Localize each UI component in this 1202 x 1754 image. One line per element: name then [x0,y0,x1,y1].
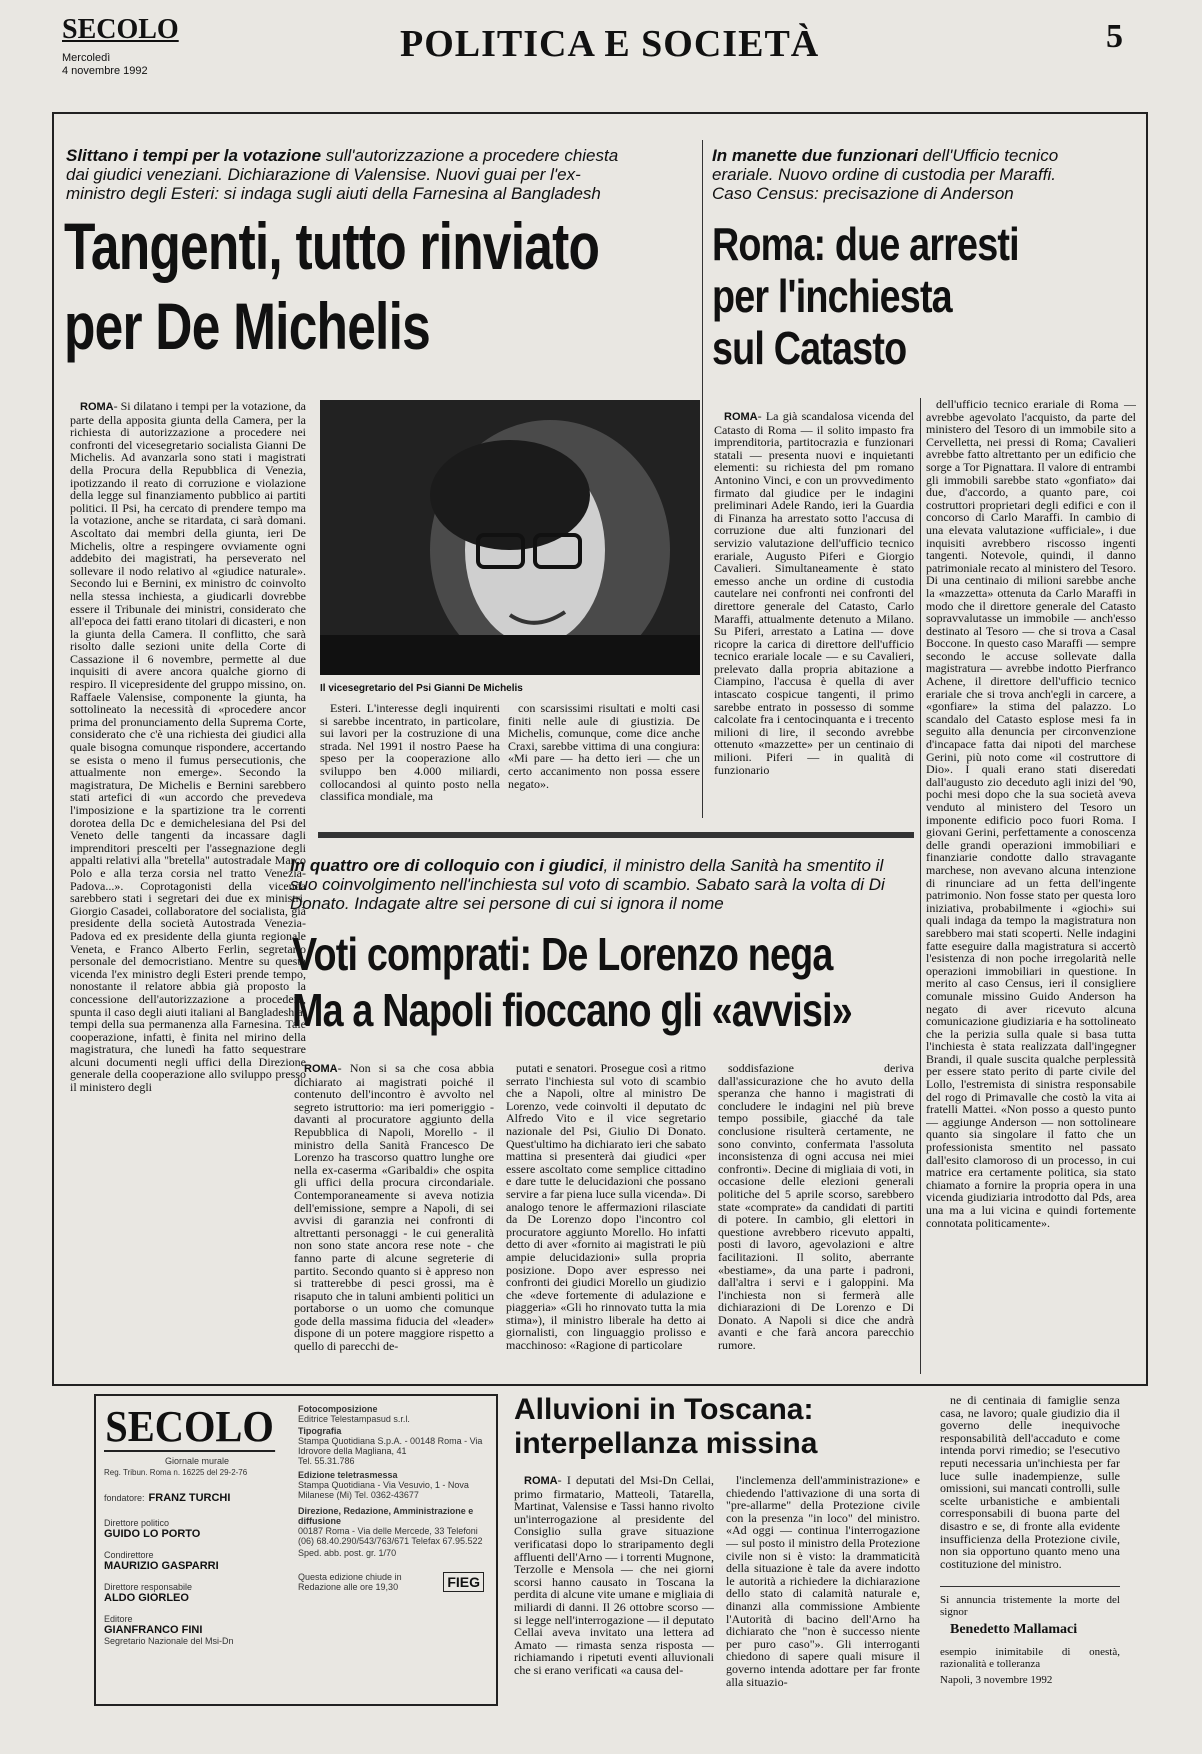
demichelis-headline-1: Tangenti, tutto rinviato [64,209,600,283]
toscana-column-1: ROMA- I deputati del Msi-Dn Cellai, primo firmatario, Matteoli, Tatarella, Martinat, Valensise e Tassi hanno rivolto un'interrogazione al presidente del Consiglio sulla grave situazione verificatasi dopo lo straripamento degli affluenti dell'Arno — i torrenti Mugnone, Terzolle e Mensola — che nei giorni scorsi hanno causato in Toscana la perdita di alcune vite umane e migliaia di miliardi di danni. Il 26 ottobre scorso — si legge nell'interrogazione — il deputato Cellai aveva invitato una lettera ad Amato — rimasta senza risposta — richiamando i ripetuti eventi alluvionali che si erano verificati «a causa del- [514,1474,714,1677]
demichelis-column-1: ROMA- Si dilatano i tempi per la votazione, da parte della apposita giunta della Camera, per la richiesta di autorizzazione a procedere nei confronti del vicesegretario socialista Gianni De Michelis. Ad avanzarla sono stati i magistrati della Procura della Repubblica di Venezia, ipotizzando il reato di corruzione e violazione della legge sul finanziamento pubblico ai partiti politici. Il Psi, ha cercato di prendere tempo ma la votazione, anche se ritardata, ci sarà domani. Ascoltato dai membri della giunta, ieri De Michelis, oltre a respingere ovviamente ogni addebito dei magistrati, ha perseverato nel sollevare il nodo relativo al «giudice naturale». Secondo lui e Bernini, ex ministro dc coinvolto nella stessa inchiesta, a giudicarli dovrebbe essere il Tribunale dei ministri, considerato che all'epoca dei fatti erano titolari di dicasteri, e non la giunta della Camera. Il conflitto, che sarà risolto dalle sezioni unite della Corte di Cassazione il 6 novembre, permette al due inquisiti di avere ancora qualche giorno di respiro. Il vicepresidente del gruppo missino, on. Raffaele Valensise, componente la giunta, ha sottolineato la necessità di «procedere ancor prima del pronunciamento della Suprema Corte, considerato che c'è una richiesta dei giudici alla quale bisogna comunque rispondere, accertando se esista o meno il fumus persecutionis, che attualmente non emerge». Secondo la magistratura, De Michelis e Bernini sarebbero stati artefici di «un accordo che prevedeva l'imposizione e la spartizione tra le correnti dorotea della Dc e demichelesiana del Psi del Veneto delle tangenti da incassare dagli imprenditori prescelti per l'assegnazione degli appalti relativi alla "bretella" autostradale Marco Polo e alla terza corsia nel tratto Venezia-Padova...». Coprotagonisti della vicenda sarebbero stati i segretari dei due ex ministri, Giorgio Casadei, collaboratore del socialista, già presidente della società Autostrada Venezia-Padova ed ex presidente della giunta regionale Veneta, e Franco Alberto Ferlin, segretario personale del democristiano. Mentre su questa vicenda l'ex ministro degli Esteri prende tempo, nonostante il relatore abbia già proposto la concessione dell'autorizzazione a procedere, spunta il caso degli aiuti italiani al Bangladesh ai tempi della sua permanenza alla Farnesina. Tale cooperazione, infatti, è finita nel mirino della magistratura, che lunedì ha fatto sequestrare alcuni documenti negli uffici della Direzione generale della cooperazione allo sviluppo presso il ministero degli [70,400,306,1095]
masthead-date-text: 4 novembre 1992 [62,65,148,77]
toscana-column-3: ne di centinaia di famiglie senza casa, ne lavoro; quale giudizio dia il governo delle inequivoche responsabilità dell'accaduto e come intenda porvi rimedio; se l'esecutivo reputi necessaria un'inchiesta per far luce sulle inadempienze, sulle omissioni, sui mancati controlli, sulle scelte urbanistiche e ambientali corresponsabili di buona parte del disastro e se, di fronte alla evidente insufficienza della Protezione civile, non sia opportuno quanto meno una costituzione del ministro. [940,1394,1120,1571]
obituary-place-date: Napoli, 3 novembre 1992 [940,1674,1053,1686]
printing-text: Stampa Quotidiana S.p.A. - 00148 Roma - Via Idrovore della Magliana, 41 [298,1436,483,1456]
founder-label: fondatore: [104,1493,145,1503]
column-rule [920,398,921,1374]
demichelis-kicker: Slittano i tempi per la votazione sull'autorizzazione a procedere chiesta dai giudici veneziani. Dichiarazione di Valensise. Nuovi guai per l'ex-ministro degli Esteri: si indaga sugli aiuti della Farnesina al Bangladesh [66,146,619,203]
catasto-headline-3: sul Catasto [712,322,907,374]
typesetting-text: Editrice Telestampasud s.r.l. [298,1414,410,1424]
section-title: POLITICA E SOCIETÀ [400,23,820,65]
delorenzo-column-2: putati e senatori. Prosegue così a ritmo serrato l'inchiesta sul voto di scambio che a Napoli, oltre al ministro De Lorenzo, vede coinvolti il deputato dc Alfredo Vito e il vice segretario nazionale del Psi, Giulio Di Donato. Quest'ultimo ha dichiarato ieri che sabato mattina si presenterà dai giudici «per essere ascoltato come semplice cittadino e dare tutte le delucidazioni che possano servire a far piena luce sulla vicenda». Di analogo tenore le affermazioni rilasciate da De Lorenzo dopo l'incontro col procuratore aggiunto Morello. Ho infatti detto di aver «fornito ai magistrati le più ampie delucidazioni» sulla propria posizione. Dopo aver espresso nei confronti dei giudici Morello un giudizio che «deve fortemente di adulazione e piaggeria» «Gli ho rinnovato tutta la mia stima»), il ministro liberale ha detto ai giornalisti, con linguaggio prolisso e macchinoso: «Ragione di particolare [506,1062,706,1353]
publisher-label: Editore [104,1614,133,1624]
publisher-name: GIANFRANCO FINI [104,1624,203,1636]
co-director-name: MAURIZIO GASPARRI [104,1560,219,1572]
obituary [940,1594,1120,1686]
managing-director-label: Direttore responsabile [104,1582,193,1592]
teletransmission-label: Edizione teletrasmessa [298,1470,398,1480]
delorenzo-headline-2: Ma a Napoli fioccano gli «avvisi» [292,984,852,1036]
portrait-image [320,400,700,675]
masthead-date [62,52,148,78]
masthead-weekday: Mercoledì [62,52,111,64]
catasto-headline-1: Roma: due arresti [712,218,1019,270]
closing-note: Questa edizione chiude in Redazione alle ore 19,30 [298,1572,402,1592]
political-director-name: GUIDO LO PORTO [104,1528,201,1540]
delorenzo-column-1: ROMA- Non si sa che cosa abbia dichiarato ai magistrati poiché il contenuto dell'incontro è avvolto nel segreto istruttorio: ma ieri pomeriggio - davanti al procuratore aggiunto della Repubblica di Napoli, Morello - il ministro della Sanità Francesco De Lorenzo ha trascorso quattro lunghe ore nella ex-caserma «Garibaldi» che ospita gli uffici della procura circondariale. Contemporaneamente si aveva notizia dell'emissione, sempre a Napoli, di sei avvisi di garanzia nei confronti di altrettanti personaggi - le cui generalità non sono state ancora rese note - che fanno parte di alcune segreterie di partito. Secondo quanto si è appreso non si tratterebbe di pesci grossi, ma è risaputo che in taluni ambienti politici un portaborse o un uomo che comunque gode della massima fiducia del «leader» dispone di un potere maggiore rispetto a quello di parecchi de- [294,1062,494,1354]
obituary-intro: Si annuncia tristemente la morte del signor [940,1594,1120,1618]
colophon-subtitle: Giornale murale [164,1456,230,1466]
printing-phone: Tel. 55.31.786 [298,1456,355,1466]
column-rule [702,140,703,818]
offices-text: 00187 Roma - Via delle Mercede, 33 Telefoni (06) 68.40.290/543/763/671 Telefax 67.95.522 [298,1526,483,1546]
demichelis-column-2: Esteri. L'interesse degli inquirenti si sarebbe incentrato, in particolare, sui lavori per la costruzione di una strada. Nel 1991 il nostro Paese ha speso per la cooperazione allo sviluppo ben 4.000 miliardi, collocandosi al quinto posto nella classifica mondiale, ma [320,702,500,804]
subscription-text: Sped. abb. post. gr. 1/70 [298,1548,397,1558]
teletransmission-text: Stampa Quotidiana - Via Vesuvio, 1 - Nova Milanese (Mi) Tel. 0362-43677 [298,1480,469,1500]
toscana-column-2: l'inclemenza dell'amministrazione» e chiedendo l'attivazione di una sorta di "pre-allarme" della Protezione civile con la presenza "in loco" del ministro. «Ad oggi — continua l'interrogazione — sul posto il ministro della Protezione civile non si è visto: la drammaticità della situazione è tale da avere indotto le autorità a richiedere la dichiarazione dello stato di calamità naturale e, dinanzi alla commissione Ambiente l'Autorità di bacino dell'Arno ha dichiarato che "non è successo niente per puro caso"». Gli interroganti chiedono di sapere quali misure il governo intenda adottare per far fronte alla situazio- [726,1474,920,1689]
demichelis-column-3: con scarsissimi risultati e molti casi finiti nelle aule di giustizia. De Michelis, comunque, come dice anche Craxi, sarebbe vittima di una congiura: «Mi pare — ha detto ieri — che un certo accanimento non possa essere negato». [508,702,700,791]
fieg-badge: FIEG [443,1572,484,1592]
printing-label: Tipografia [298,1426,342,1436]
obituary-rule [940,1586,1120,1587]
co-director-label: Condirettore [104,1550,154,1560]
delorenzo-column-3: soddisfazione deriva dall'assicurazione che ho avuto della speranza che hanno i magistrati di concludere le indagini nel più breve tempo possibile, giacché da tale conclusione risulterà certamente, ne sono convinto, confermata l'assoluta inconsistenza di ogni accusa nei miei confronti». Decine di migliaia di voti, in occasione delle elezioni generali politiche del 5 aprile scorso, sarebbero state «comprate» da candidati di partiti di potere. In cambio, gli elettori in questione avrebbero ricevuto appalti, posti di lavoro, agevolazioni e altre facilitazioni. Il solito, aberrante «bestiame», da una parte i padroni, dall'altra i servi e i galoppini. Ma l'inchiesta non si fermerà alle dichiarazioni di De Lorenzo e Di Donato. A Napoli si dice che andrà avanti e che farà ancora parecchio rumore. [718,1062,914,1353]
toscana-headline-2: interpellanza missina [514,1427,818,1460]
page-number: 5 [1106,18,1123,55]
publisher-title: Segretario Nazionale del Msi-Dn [104,1636,234,1646]
catasto-column-1: ROMA- La già scandalosa vicenda del Catasto di Roma — il solito impasto fra imprenditoria, partitocrazia e funzionari statali — presenta nuovi e inquietanti elementi: su richiesta del pm romano Antonino Vinci, e con un provvedimento firmato dal giudice per le indagini preliminari Adele Rando, ieri la Guardia di Finanza ha arrestato sotto l'accusa di corruzione due alti funzionari del servizio valutazione dell'ufficio tecnico erariale, Augusto Piferi e Giorgio Cavalieri. Simultaneamente è stato emesso anche un ordine di custodia cautelare nei confronti nei confronti del direttore generale del Catasto, Carlo Maraffi, attualmente detenuto a Milano. Su Piferi, arrestato a Latina — dove ricopre la carica di direttore dell'ufficio tecnico erariale locale — e su Cavalieri, prelevato dalla propria abitazione a Ciampino, l'accusa è quella di aver intascato cospicue tangenti, il primo sarebbe entrato in possesso di somme calcolate fra i centocinquanta e i trecento milioni di lire, il secondo avrebbe ottenuto «mazzette» per un centinaio di milioni. Piferi — in qualità di funzionario [714,410,914,777]
political-director-label: Direttore politico [104,1518,170,1528]
delorenzo-headline-1: Voti comprati: De Lorenzo nega [292,928,833,980]
obituary-text: esempio inimitabile di onestà, razionalità e tolleranza [940,1646,1120,1670]
section-divider [318,832,914,838]
masthead-logo: SECOLO [62,14,179,45]
catasto-kicker: In manette due funzionari dell'Ufficio tecnico erariale. Nuovo ordine di custodia per Maraffi. Caso Census: precisazione di Anderson [712,146,1059,203]
demichelis-photo [320,400,700,675]
founder-name: FRANZ TURCHI [148,1492,231,1504]
delorenzo-kicker: In quattro ore di colloquio con i giudici, il ministro della Sanità ha smentito il suo coinvolgimento nell'inchiesta sul voto di scambio. Sabato sarà la volta di Di Donato. Indagate altre sei persone di cui si ignora il nome [290,856,885,913]
obituary-name: Benedetto Mallamaci [950,1622,1078,1637]
photo-caption: Il vicesegretario del Psi Gianni De Michelis [320,683,523,694]
colophon-logo: SECOLO [105,1402,274,1451]
managing-director-name: ALDO GIORLEO [104,1592,189,1604]
colophon-registration: Reg. Tribun. Roma n. 16225 del 29-2-76 [104,1468,248,1477]
catasto-column-2: dell'ufficio tecnico erariale di Roma — avrebbe agevolato l'acquisto, da parte del ministero del Tesoro di un immobile sito a Cervelletta, nei pressi di Roma; Cavalieri avrebbe fatto altrettanto per un edificio che sorge a Tor Pignattara. Il valore di entrambi gli immobili sarebbe stato «gonfiato» dai due, d'accordo, a quanto pare, coi costruttori proprietari degli edifici e con il concorso di Carlo Maraffi. In cambio di una elevata valutazione «ufficiale», i due inquisiti avrebbero riscosso ingenti tangenti. Notevole, quindi, il danno patrimoniale recato al ministero del Tesoro. Di una centinaio di milioni sarebbe anche la «mazzetta» ottenuta da Carlo Maraffi in modo che il direttore generale del Catasto sopravvalutasse un immobile — anch'esso destinato al Tesoro — che si trova a Casal Boccone. In questo caso Maraffi — sempre secondo le accuse sollevate dalla magistratura — avrebbe indotto Pierfranco Achene, il direttore dell'ufficio tecnico erariale che si trova anch'egli in carcere, a «gonfiare» la stima del palazzo. Lo scandalo del Catasto esplose mesi fa in seguito alla denuncia per circonvenzione d'incapace fatta dai nipoti del marchese Gerini, più noto come «il costruttore di Dio». I quali erano stati diseredati dall'augusto zio deceduto agli inizi del '90, pochi mesi dopo che la sua società aveva venduto al ministero del Tesoro un imponente edificio poco fuori Roma. I giovani Gerini, perfettamente a conoscenza delle grandi operazioni immobiliari e finanziarie condotte dallo stravagante marchese, non avevano alcuna intenzione di rinunciare ad un fetta dell'ingente patrimonio. Non fosse stato per questa loro iniziativa, probabilmente i «giochi» sui quali indaga da tempo la magistratura non sarebbero mai stati scoperti. Nelle indagini fatte eseguire dalla magistratura si accertò l'esistenza di non poche irregolarità nelle operazioni immobiliari in questione. In merito al caso Census, ieri il consigliere comunale missino Guido Anderson ha negato di aver ricevuto alcuna comunicazione giudiziaria e ha sottolineato che la perizia sulla quale si basa tutta l'inchiesta è stata realizzata dall'ingegner Brandi, il quale suscita qualche perplessità per essere stato perito di parte civile del Lollo, l'estremista di sinistra responsabile del rogo di Primavalle che costò la vita ai fratelli Mattei. «Non posso a questo punto — aggiunge Anderson — non sottolineare quanto sia singolare il fatto che un professionista smentito nel passato dall'esito clamoroso di un processo, in cui matrice era certamente politica, sia stato chiamato a fornire la propria opera in una vicenda giudiziaria introdotto dal Pds, area una ma a lui vicina e quindi fortemente connotata politicamente». [926,398,1136,1230]
typesetting-label: Fotocomposizione [298,1404,378,1414]
toscana-headline-1: Alluvioni in Toscana: [514,1393,814,1426]
catasto-headline-2: per l'inchiesta [712,270,952,322]
demichelis-headline-2: per De Michelis [64,289,430,363]
offices-label: Direzione, Redazione, Amministrazione e diffusione [298,1506,474,1526]
